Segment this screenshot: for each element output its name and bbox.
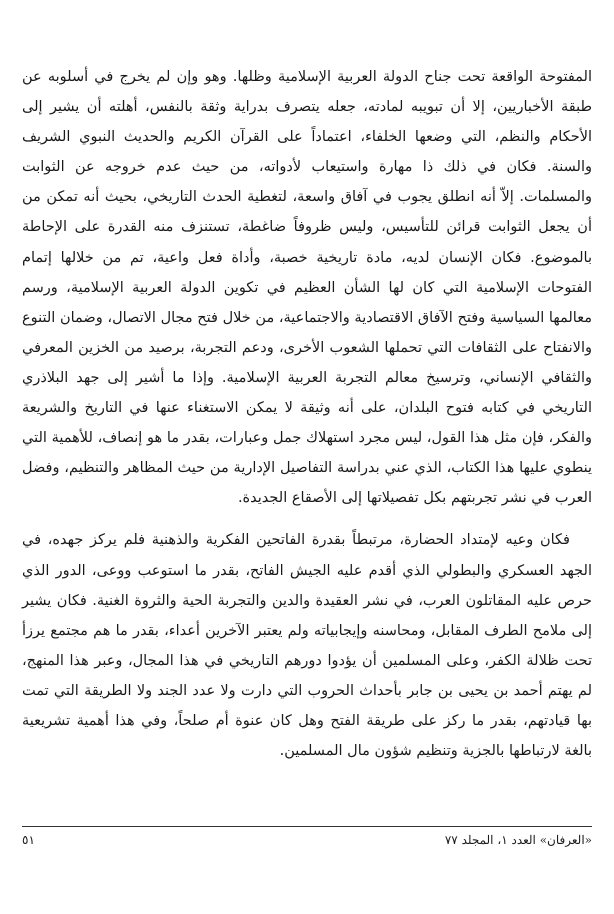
page-number: ٥١ [22, 833, 35, 847]
document-page [22, 62, 592, 892]
paragraph-2-wrapper [22, 525, 592, 766]
body-text [22, 62, 592, 766]
paragraph-1: المفتوحة الواقعة تحت جناح الدولة العربية الإسلامية وظلها. وهو وإن لم يخرج في أسلوبه عن طبقة الأخباريين، إلا أن تبويبه لمادته، جعله يتصرف بدراية وثقة بالنفس، أهلته أن يشير إلى الأحكام والنظم، التي وضعها الخلفاء، اعتماداً على القرآن الكريم والحديث النبوي الشريف والسنة. فكان في ذلك ذا مهارة واستيعاب لأدواته، من حيث عدم خروجه عن الثوابت والمسلمات. إلاّ أنه انطلق يجوب في آفاق واسعة، لتغطية الحدث التاريخي، بحيث أنه تمكن من أن يجعل الثوابت قرائن للتأسيس، وليس ظروفاً ضاغطة، تستنزف منه القدرة على الإحاطة بالموضوع. فكان الإنسان لديه، مادة تاريخية خصبة، وأداة فعل واعية، تم من خلالها إتمام الفتوحات الإسلامية التي كان لها الشأن العظيم في تكوين الدولة العربية الإسلامية، ورسم معالمها السياسية وفتح الآفاق الاقتصادية والاجتماعية، من خلال فتح مجال الاتصال، وضمان التنوع والانفتاح على الثقافات التي تحملها الشعوب الأخرى، ودعم التجربة، برصيد من الخزين المعرفي والثقافي الإنساني، وترسيخ معالم التجربة العربية الإسلامية. وإذا ما أشير إلى جهد البلاذري التاريخي في كتابه فتوح البلدان، على أنه وثيقة لا يمكن الاستغناء عنها في التاريخ والشريعة والفكر، فإن مثل هذا القول، ليس مجرد استهلاك جمل وعبارات، بقدر ما هو إنصاف، للأهمية التي ينطوي عليها هذا الكتاب، الذي عني بدراسة التفاصيل الإدارية من حيث المظاهر والتنظيم، وفضل العرب في نشر تجربتهم بكل تفصيلاتها إلى الأصقاع الجديدة. [22, 69, 592, 507]
journal-citation: «العرفان» العدد ١، المجلد ٧٧ [444, 833, 592, 847]
page-footer [22, 826, 592, 849]
paragraph-2: فكان وعيه لإمتداد الحضارة، مرتبطاً بقدرة الفاتحين الفكرية والذهنية فلم يركز جهده، في الجهد العسكري والبطولي الذي أقدم عليه الجيش الفاتح، بقدر ما استوعب ووعى، الدور الذي حرص عليه المقاتلون العرب، في نشر العقيدة والدين والتجربة الحية والثروة الغنية. فكان يشير إلى ملامح الطرف المقابل، ومحاسنه وإيجابياته ولم يعتبر الآخرين أعداء، بقدر ما هم مجتمع يرزأ تحت ظلالة الكفر، وعلى المسلمين أن يؤدوا دورهم التاريخي في هذا المجال، وعبر هذا المنهج، لم يهتم أحمد بن يحيى بن جابر بأحداث الحروب التي دارت ولا عدد الجند ولا الطريقة التي تمت بها قيادتهم، بقدر ما ركز على طريقة الفتح وهل كان عنوة أم صلحاً، وفي هذا أهمية تشريعية بالغة لارتباطها بالجزية وتنظيم شؤون مال المسلمين. [22, 532, 592, 760]
